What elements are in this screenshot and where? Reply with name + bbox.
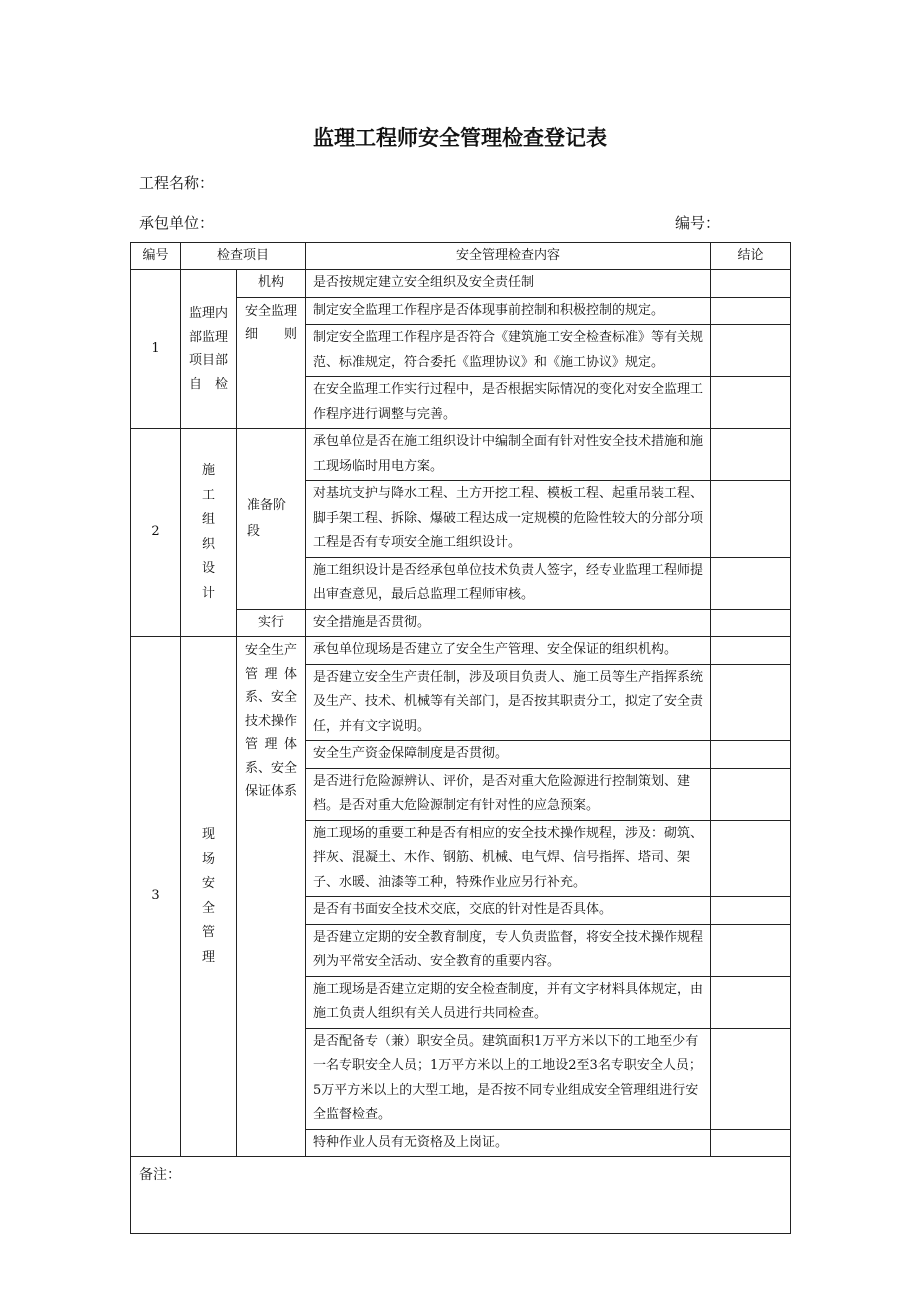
table-row	[131, 429, 791, 481]
check-item: 是否进行危险源辨认、评价，是否对重大危险源进行控制策划、建档。是否对重大危险源制定有针对性的应急预案。	[306, 768, 711, 820]
header-item: 检查项目	[181, 243, 306, 270]
section-category: 现场安全管理	[181, 637, 237, 1157]
section-category: 监理内部监理项目部自检	[181, 270, 237, 429]
conclusion-cell[interactable]	[711, 976, 791, 1028]
project-name-label: 工程名称：	[139, 174, 215, 192]
table-header-row	[131, 243, 791, 270]
conclusion-cell[interactable]	[711, 481, 791, 558]
page-title: 监理工程师安全管理检查登记表	[313, 126, 607, 150]
conclusion-cell[interactable]	[711, 557, 791, 609]
header-content: 安全管理检查内容	[306, 243, 711, 270]
section-category: 施工组织设计	[181, 429, 237, 637]
section-number: 3	[131, 637, 181, 1157]
sub-category: 安全监理细则	[237, 297, 306, 429]
section-number: 1	[131, 270, 181, 429]
sub-category: 安全生产管理体系、安全技术操作管理体系、安全保证体系	[237, 637, 306, 1157]
check-item: 制定安全监理工作程序是否体现事前控制和积极控制的规定。	[306, 297, 711, 325]
conclusion-cell[interactable]	[711, 297, 791, 325]
check-item: 是否建立安全生产责任制，涉及项目负责人、施工员等生产指挥系统及生产、技术、机械等有关部门，是否按其职责分工，拟定了安全责任，并有文字说明。	[306, 664, 711, 741]
inspection-table	[130, 242, 791, 1234]
header-num: 编号	[131, 243, 181, 270]
check-item: 施工现场的重要工种是否有相应的安全技术操作规程，涉及：砌筑、拌灰、混凝土、木作、钢筋、机械、电气焊、信号指挥、塔司、架子、水暖、油漆等工种，特殊作业应另行补充。	[306, 820, 711, 897]
contractor-label: 承包单位：	[139, 214, 215, 232]
section-number: 2	[131, 429, 181, 637]
remarks-label: 备注：	[139, 1167, 181, 1183]
check-item: 安全措施是否贯彻。	[306, 609, 711, 637]
check-item: 承包单位现场是否建立了安全生产管理、安全保证的组织机构。	[306, 637, 711, 665]
check-item: 特种作业人员有无资格及上岗证。	[306, 1129, 711, 1157]
check-item: 是否有书面安全技术交底，交底的针对性是否具体。	[306, 897, 711, 925]
conclusion-cell[interactable]	[711, 637, 791, 665]
conclusion-cell[interactable]	[711, 609, 791, 637]
table-row	[131, 637, 791, 665]
conclusion-cell[interactable]	[711, 429, 791, 481]
check-item: 施工组织设计是否经承包单位技术负责人签字，经专业监理工程师提出审查意见，最后总监理工程师审核。	[306, 557, 711, 609]
conclusion-cell[interactable]	[711, 325, 791, 377]
conclusion-cell[interactable]	[711, 377, 791, 429]
conclusion-cell[interactable]	[711, 924, 791, 976]
conclusion-cell[interactable]	[711, 1129, 791, 1157]
remarks-row	[131, 1157, 791, 1234]
check-item: 是否配备专（兼）职安全员。建筑面积1万平方米以下的工地至少有一名专职安全人员；1万平方米以上的工地设2至3名专职安全人员；5万平方米以上的大型工地，是否按不同专业组成安全管理组进行安全监督检查。	[306, 1028, 711, 1129]
check-item: 承包单位是否在施工组织设计中编制全面有针对性安全技术措施和施工现场临时用电方案。	[306, 429, 711, 481]
check-item: 是否建立定期的安全教育制度，专人负责监督，将安全技术操作规程列为平常安全活动、安全教育的重要内容。	[306, 924, 711, 976]
check-item: 制定安全监理工作程序是否符合《建筑施工安全检查标准》等有关规范、标准规定，符合委托《监理协议》和《施工协议》规定。	[306, 325, 711, 377]
conclusion-cell[interactable]	[711, 664, 791, 741]
conclusion-cell[interactable]	[711, 820, 791, 897]
header-conclusion: 结论	[711, 243, 791, 270]
check-item: 施工现场是否建立定期的安全检查制度，并有文字材料具体规定，由施工负责人组织有关人员进行共同检查。	[306, 976, 711, 1028]
sub-category: 机构	[237, 270, 306, 298]
serial-label: 编号：	[675, 214, 721, 232]
sub-category: 实行	[237, 609, 306, 637]
conclusion-cell[interactable]	[711, 1028, 791, 1129]
conclusion-cell[interactable]	[711, 768, 791, 820]
check-item: 安全生产资金保障制度是否贯彻。	[306, 741, 711, 769]
check-item: 在安全监理工作实行过程中，是否根据实际情况的变化对安全监理工作程序进行调整与完善。	[306, 377, 711, 429]
sub-category: 准备阶段	[237, 429, 306, 610]
conclusion-cell[interactable]	[711, 741, 791, 769]
check-item: 对基坑支护与降水工程、土方开挖工程、模板工程、起重吊装工程、脚手架工程、拆除、爆破工程达成一定规模的危险性较大的分部分项工程是否有专项安全施工组织设计。	[306, 481, 711, 558]
conclusion-cell[interactable]	[711, 270, 791, 298]
check-item: 是否按规定建立安全组织及安全责任制	[306, 270, 711, 298]
remarks-cell[interactable]	[131, 1157, 791, 1234]
table-row	[131, 270, 791, 298]
conclusion-cell[interactable]	[711, 897, 791, 925]
